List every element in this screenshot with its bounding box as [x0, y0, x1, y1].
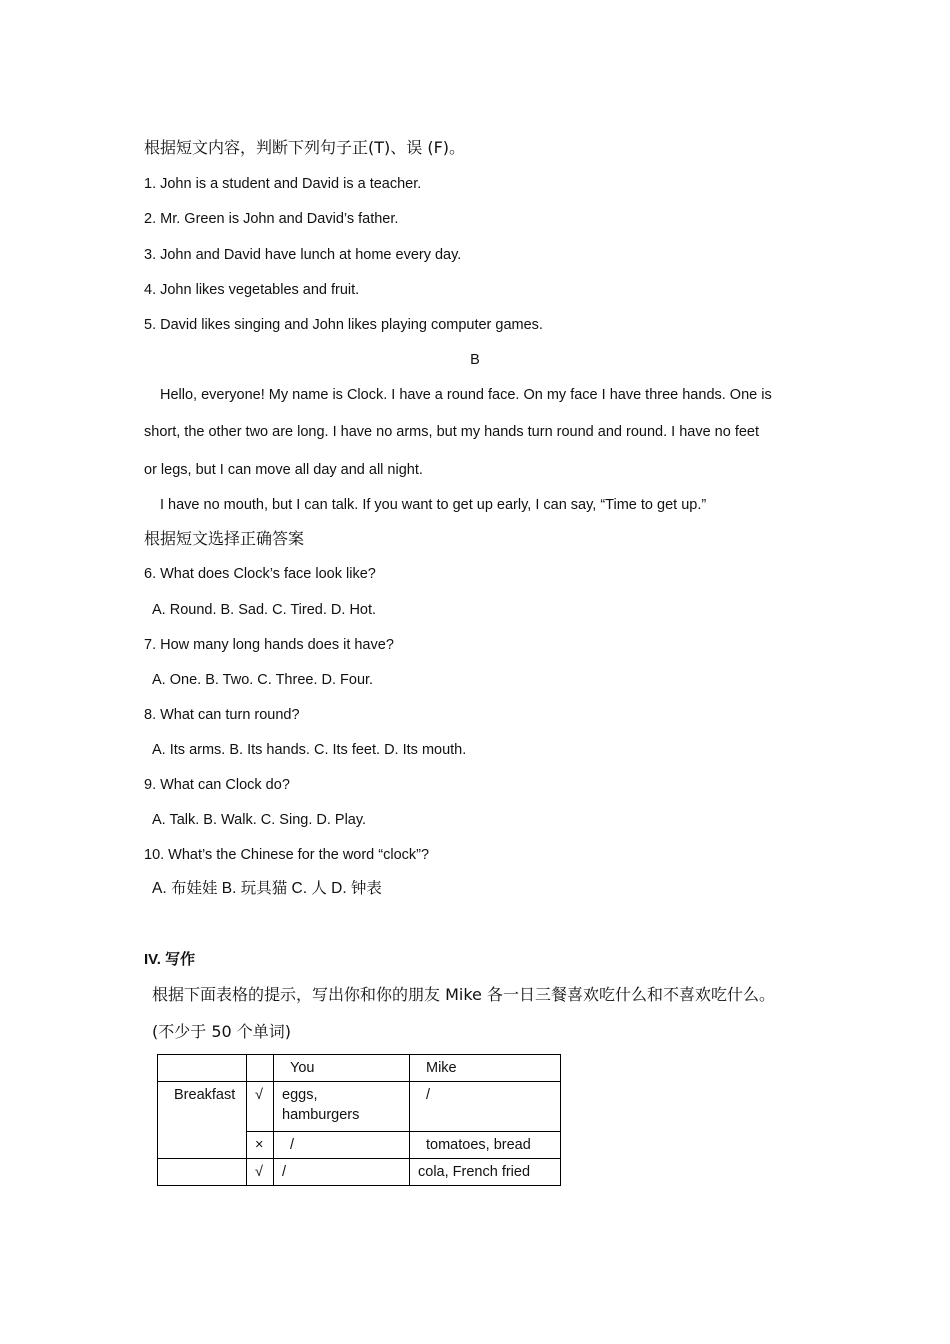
you-food-cell: / [274, 1132, 410, 1159]
passage-line-2: short, the other two are long. I have no arms, but my hands turn round and round. I have no feet [144, 424, 760, 440]
part-b-instruction: 根据短文选择正确答案 [144, 529, 305, 548]
question-6: 6. What does Clock’s face look like? [144, 566, 376, 582]
mike-food-cell: / [410, 1082, 561, 1132]
tf-item-3: 3. John and David have lunch at home every day. [144, 247, 462, 263]
question-10-options: A. 布娃娃 B. 玩具猫 C. 人 D. 钟表 [152, 880, 382, 897]
breakfast-label: Breakfast [158, 1082, 247, 1159]
you-food-cell: eggs, hamburgers [274, 1082, 410, 1132]
you-food-cell: / [274, 1159, 410, 1186]
question-9: 9. What can Clock do? [144, 777, 290, 793]
column-you-header: You [274, 1055, 410, 1082]
question-7-options: A. One. B. Two. C. Three. D. Four. [152, 672, 374, 688]
table-cell [247, 1055, 274, 1082]
tf-item-1: 1. John is a student and David is a teacher. [144, 176, 422, 192]
column-mike-header: Mike [410, 1055, 561, 1082]
tf-item-4: 4. John likes vegetables and fruit. [144, 282, 360, 298]
meal-preference-table [157, 1054, 561, 1186]
question-10: 10. What’s the Chinese for the word “clock”? [144, 847, 430, 863]
part-a-instruction: 根据短文内容，判断下列句子正(T)、误 (F)。 [144, 138, 466, 157]
question-8-options: A. Its arms. B. Its hands. C. Its feet. D. Its mouth. [152, 742, 467, 758]
question-6-options: A. Round. B. Sad. C. Tired. D. Hot. [152, 602, 377, 618]
like-mark: √ [247, 1159, 274, 1186]
question-9-options: A. Talk. B. Walk. C. Sing. D. Play. [152, 812, 367, 828]
mike-food-cell: cola, French fried [410, 1159, 561, 1186]
tf-item-2: 2. Mr. Green is John and David’s father. [144, 211, 399, 227]
dislike-mark: × [247, 1132, 274, 1159]
table-row [158, 1082, 561, 1132]
writing-prompt-line-2: (不少于 50 个单词) [152, 1022, 292, 1041]
passage-line-1: Hello, everyone! My name is Clock. I have a round face. On my face I have three hands. One is [160, 387, 772, 403]
like-mark: √ [247, 1082, 274, 1132]
writing-heading: IV. 写作 [144, 951, 196, 968]
meal-label [158, 1159, 247, 1186]
question-7: 7. How many long hands does it have? [144, 637, 394, 653]
table-row [158, 1159, 561, 1186]
tf-item-5: 5. David likes singing and John likes playing computer games. [144, 317, 543, 333]
table-cell [158, 1055, 247, 1082]
passage-line-3: or legs, but I can move all day and all night. [144, 462, 423, 478]
passage-line-4: I have no mouth, but I can talk. If you want to get up early, I can say, “Time to get up.” [160, 497, 707, 513]
table-header-row [158, 1055, 561, 1082]
writing-prompt-line-1: 根据下面表格的提示，写出你和你的朋友 Mike 各一日三餐喜欢吃什么和不喜欢吃什么。 [152, 985, 775, 1004]
question-8: 8. What can turn round? [144, 707, 300, 723]
mike-food-cell: tomatoes, bread [410, 1132, 561, 1159]
section-b-heading: B [470, 352, 480, 368]
